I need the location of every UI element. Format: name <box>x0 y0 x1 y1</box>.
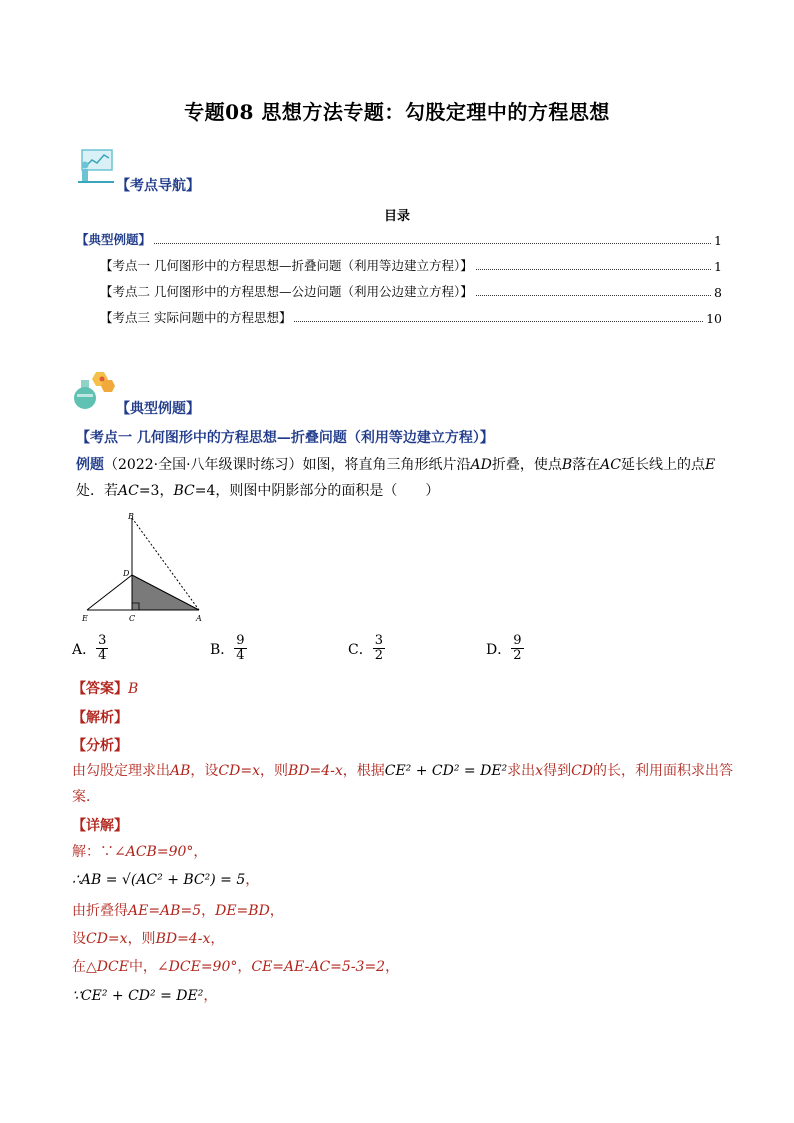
option-c[interactable] <box>348 634 385 663</box>
example-text: （2022·全国·八年级课时练习）如图，将直角三角形纸片沿 <box>104 457 471 473</box>
answer-value: B <box>128 681 139 697</box>
equation: ∴AB = √(AC² + BC²) = 5 <box>72 872 246 888</box>
toc-leader <box>154 242 711 244</box>
toc-entry-label: 【考点三 实际问题中的方程思想】 <box>100 310 292 325</box>
detail-line-5: 在△DCE中，∠DCE=90°，CE=AE-AC=5-3=2， <box>72 959 400 975</box>
toc-leader <box>476 268 711 270</box>
example-text: 处．若 <box>76 483 118 499</box>
toc-page-number: 1 <box>714 259 722 274</box>
option-letter: A． <box>72 641 97 658</box>
option-fraction: $\frac{9}{4}$ <box>236 633 245 663</box>
example-text: 延长线上的点 <box>621 457 705 473</box>
fenxi-line-1: 由勾股定理求出AB，设CD=x，则BD=4-x，根据CE² + CD² = DE²求出x得到CD的长，利用面积求出答 <box>72 763 734 779</box>
equation: ∵CE² + CD² = DE² <box>72 988 204 1004</box>
option-fraction: $\frac{3}{4}$ <box>98 633 107 663</box>
toc-entry[interactable] <box>76 230 722 248</box>
equation: CE² + CD² = DE² <box>384 763 508 779</box>
math-var: B <box>561 457 573 473</box>
label-B: B <box>128 512 134 521</box>
detail-line-3: 由折叠得AE=AB=5，DE=BD， <box>72 903 284 919</box>
label-E: E <box>82 614 88 623</box>
toc-page-number: 8 <box>714 285 722 300</box>
nav-label: 【考点导航】 <box>116 178 200 194</box>
toc-page-number: 1 <box>714 233 722 248</box>
option-fraction: $\frac{9}{2}$ <box>513 633 522 663</box>
detail-line-2: ∴AB = √(AC² + BC²) = 5， <box>72 872 260 888</box>
option-d[interactable] <box>486 634 524 663</box>
flask-icon <box>72 370 116 410</box>
detail-label: 【详解】 <box>72 818 128 834</box>
toc-leader <box>476 294 711 296</box>
fenxi-line-2: 案． <box>72 789 100 805</box>
examples-label: 【典型例题】 <box>116 401 200 417</box>
example-prefix: 例题 <box>76 457 104 473</box>
toc-entry[interactable] <box>100 282 722 300</box>
math-var: BC <box>173 483 195 499</box>
toc-entry[interactable] <box>100 256 722 274</box>
topic1-heading: 【考点一 几何图形中的方程思想—折叠问题（利用等边建立方程）】 <box>76 430 494 446</box>
option-a[interactable] <box>72 634 108 663</box>
label-D: D <box>123 569 130 578</box>
math-var: AD <box>470 457 492 473</box>
detail-line-6: ∵CE² + CD² = DE²， <box>72 988 218 1004</box>
math-var: AC <box>600 457 621 473</box>
page-title: 专题08 思想方法专题：勾股定理中的方程思想 <box>184 100 610 124</box>
toc-entry-label: 【典型例题】 <box>76 232 152 247</box>
toc-leader <box>294 320 703 322</box>
options-row <box>72 634 572 670</box>
option-letter: B． <box>210 641 235 658</box>
example-line-1 <box>76 455 715 475</box>
toc-entry-label: 【考点一 几何图形中的方程思想—折叠问题（利用等边建立方程）】 <box>100 258 473 273</box>
teacher-board-icon <box>76 148 116 186</box>
answer-line <box>72 679 138 699</box>
example-line-2 <box>76 481 439 501</box>
option-letter: D． <box>486 641 512 658</box>
toc-page-number: 10 <box>706 311 722 326</box>
fenxi-label: 【分析】 <box>72 738 128 754</box>
example-text: =4，则图中阴影部分的面积是（ ） <box>194 483 440 499</box>
option-b[interactable] <box>210 634 247 663</box>
label-A: A <box>196 614 202 623</box>
toc-entry-label: 【考点二 几何图形中的方程思想—公边问题（利用公边建立方程）】 <box>100 284 473 299</box>
option-fraction: $\frac{3}{2}$ <box>374 633 383 663</box>
example-text: 落在 <box>572 457 601 473</box>
toc-entry[interactable] <box>100 308 722 326</box>
toc <box>76 230 722 326</box>
math-var: AC <box>118 483 139 499</box>
answer-label: 【答案】 <box>72 681 128 697</box>
detail-line-4: 设CD=x，则BD=4-x， <box>72 931 225 947</box>
example-text: =3， <box>138 483 174 499</box>
triangle-figure <box>76 508 216 628</box>
option-letter: C． <box>348 641 373 658</box>
label-C: C <box>129 614 136 623</box>
toc-title: 目录 <box>383 209 410 224</box>
detail-line-1: 解：∵∠ACB=90°， <box>72 844 208 860</box>
example-text: 折叠，使点 <box>491 457 562 473</box>
analysis-label: 【解析】 <box>72 710 128 726</box>
math-var: E <box>705 457 716 473</box>
